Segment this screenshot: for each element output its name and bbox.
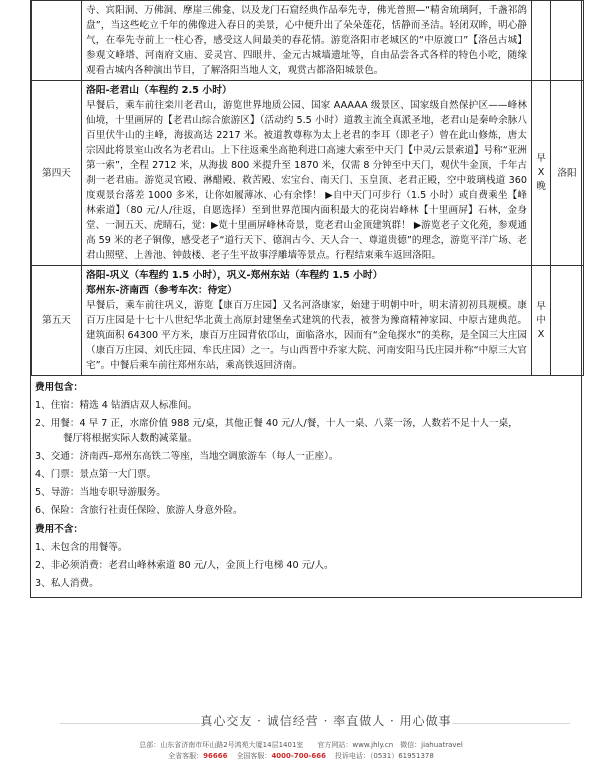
itinerary-table <box>31 0 584 376</box>
footer-phone1-label: 全省客服： <box>168 752 204 760</box>
day4-meal: 早 X 晚 <box>532 81 551 266</box>
footer-phone2: 4000-700-666 <box>271 752 326 760</box>
page-footer <box>0 700 602 772</box>
footer-slogan: 真心交友 · 诚信经营 · 率直做人 · 用心做事 <box>200 714 452 728</box>
fees-include-title: 费用包含： <box>35 382 83 393</box>
fees-include-item-cont: 餐厅将根据实际人数酌减菜量。 <box>63 433 198 444</box>
day5-label: 第五天 <box>32 266 82 376</box>
day4-row <box>32 81 584 266</box>
fees-include-item: 5、导游：当地专职导游服务。 <box>35 487 166 498</box>
footer-phones <box>0 751 602 761</box>
fees-include-item: 3、交通：济南西–郑州东高铁二等座，当地空调旅游车（每人一正座）。 <box>35 451 339 462</box>
fees-include-item: 4、门票：景点第一大门票。 <box>35 469 157 480</box>
day5-stay-cell <box>551 266 584 376</box>
day4-label: 第四天 <box>32 81 82 266</box>
footer-complaint: 投诉电话：（0531）61951378 <box>334 752 434 760</box>
footer-phone2-label: 全国客服： <box>236 752 272 760</box>
fees-exclude-title: 费用不含： <box>35 524 83 535</box>
itinerary-sheet <box>30 0 582 598</box>
day4-content <box>82 81 532 266</box>
footer-address: 总部：山东省济南市环山路2号鸿苑大厦14层1401室 官方网站：www.jhly.cn 微信：jiahuatravel <box>139 741 463 749</box>
day3-row <box>32 1 584 81</box>
fees-exclude-item: 3、私人消费。 <box>35 578 99 589</box>
fees-include-item: 2、用餐：4 早 7 正，水席价值 988 元/桌，其他正餐 40 元/人/餐，十人一桌、八菜一汤，人数若不足十人一桌， <box>35 418 518 429</box>
day4-title: 洛阳-老君山（车程约 2.5 小时） <box>86 85 232 96</box>
fees-include-item: 6、保险：含旅行社责任保险、旅游人身意外险。 <box>35 505 243 516</box>
day3-meal-cell <box>532 1 551 81</box>
fees-section <box>31 376 581 598</box>
day4-stay: 洛阳 <box>551 81 584 266</box>
fees-include-item: 1、住宿：精选 4 钻酒店双人标准间。 <box>35 400 198 411</box>
footer-divider-left <box>60 723 200 724</box>
day4-body: 早餐后，乘车前往栾川老君山，游览世界地质公园、国家 AAAAA 级景区、国家级自然保护区——峰林仙境，十里画屏的【老君山综合旅游区】（活动约 5.5 小时）道教主流全真派圣地，老君山是秦岭余脉八百里伏牛山的主峰，海拔高达 2217 米。被道教尊称为太上老君的李耳（即老子）曾在此山修炼，唐太宗因此将景室山改名为老君山。上下往返乘坐高艳利进口高速大索至中天门【中灵/云景索道】号称“亚洲第一索”，全程 2712 米，从海拔 800 米提升至 1870 米，仅需 8 分钟至中天门，观伏牛金顶，千年古刹一老君庙。游览灵官殿、淋醋殿、救苦殿、宏宝台、南天门、玉皇顶、老君正殿，空中玻璃栈道 360 度观景台落差 1000 多米，让你如履薄冰、心有余悸！ ▶自中天门可步行（1.5 小时）或自费乘坐【峰林索道】（80 元/人/往返，自愿选择）至到世界范围内面积最大的花岗岩峰林【十里画屏】石林，金身堂、一洞五天、虎睛石，觉：▶览十里画屏峰林奇景，览老君山金顶建筑群！ ▶游览老子文化苑，参观通高 59 米的老子铜像，感受老子“道行天下、德润古今、天人合一、尊道贵德”的理念，游览平洋广场、老君山照壁、上善池、钟鼓楼、老子生平故事浮雕墙等景点。行程结束乘车返回洛阳。 <box>86 100 527 261</box>
day5-title: 洛阳-巩义（车程约 1.5 小时），巩义-郑州东站（车程约 1.5 小时） <box>86 270 383 281</box>
footer-phone1: 96666 <box>203 752 228 760</box>
day5-subtitle: 郑州东-济南西（参考车次：待定） <box>86 285 238 296</box>
day3-stay-cell <box>551 1 584 81</box>
day3-label-cell <box>32 1 82 81</box>
fees-exclude-item: 2、非必须消费：老君山峰林索道 80 元/人，金顶上行电梯 40 元/人。 <box>35 560 334 571</box>
day5-content <box>82 266 532 376</box>
day5-row <box>32 266 584 376</box>
day3-text: 寺、宾阳洞、万佛洞、摩崖三佛龛、以及龙门石窟经典作品奉先寺，佛光普照—“精舍琉璃阿，千盏祁鸽盘”，当这些屹立千年的佛像进入春日的美景，心中便升出了朵朵莲花，恬静而圣洁。轻闭双眸，明心静气，在奉先寺前上一柱心香，感受这人间最美的春花情。游览洛阳市老城区的“中原渡口”【洛邑古城】参观文峰塔、河南府文庙、妥灵宫、四眼井、金元古城墙遗址等，自由品尝各式各样的特色小吃，随缘观看古城内各种演出节目，了解洛阳当地人文，观赏古都洛阳城景色。 <box>86 5 527 76</box>
day3-content <box>82 1 532 81</box>
day5-body: 早餐后，乘车前往巩义，游览【康百万庄园】又名河洛康家，始建于明朝中叶，明末清初初具规模。康百万庄园是十七十八世纪华北黄土高原封建堡垒式建筑的代表，被誉为豫商精神家园、中原古建典范。建筑面积 64300 平方米，康百万庄园背依邙山，面临洛水，因而有“金龟探水”的美称，是全国三大庄园（康百万庄园、刘氏庄园、牟氏庄园）之一。与山西晋中乔家大院、河南安阳马氏庄园并称“中原三大官宅”。中餐后乘车前往郑州东站，乘高铁返回济南。 <box>86 300 527 371</box>
footer-divider-right <box>452 723 570 724</box>
fees-exclude-item: 1、未包含的用餐等。 <box>35 542 128 553</box>
day5-meal: 早 中 X <box>532 266 551 376</box>
